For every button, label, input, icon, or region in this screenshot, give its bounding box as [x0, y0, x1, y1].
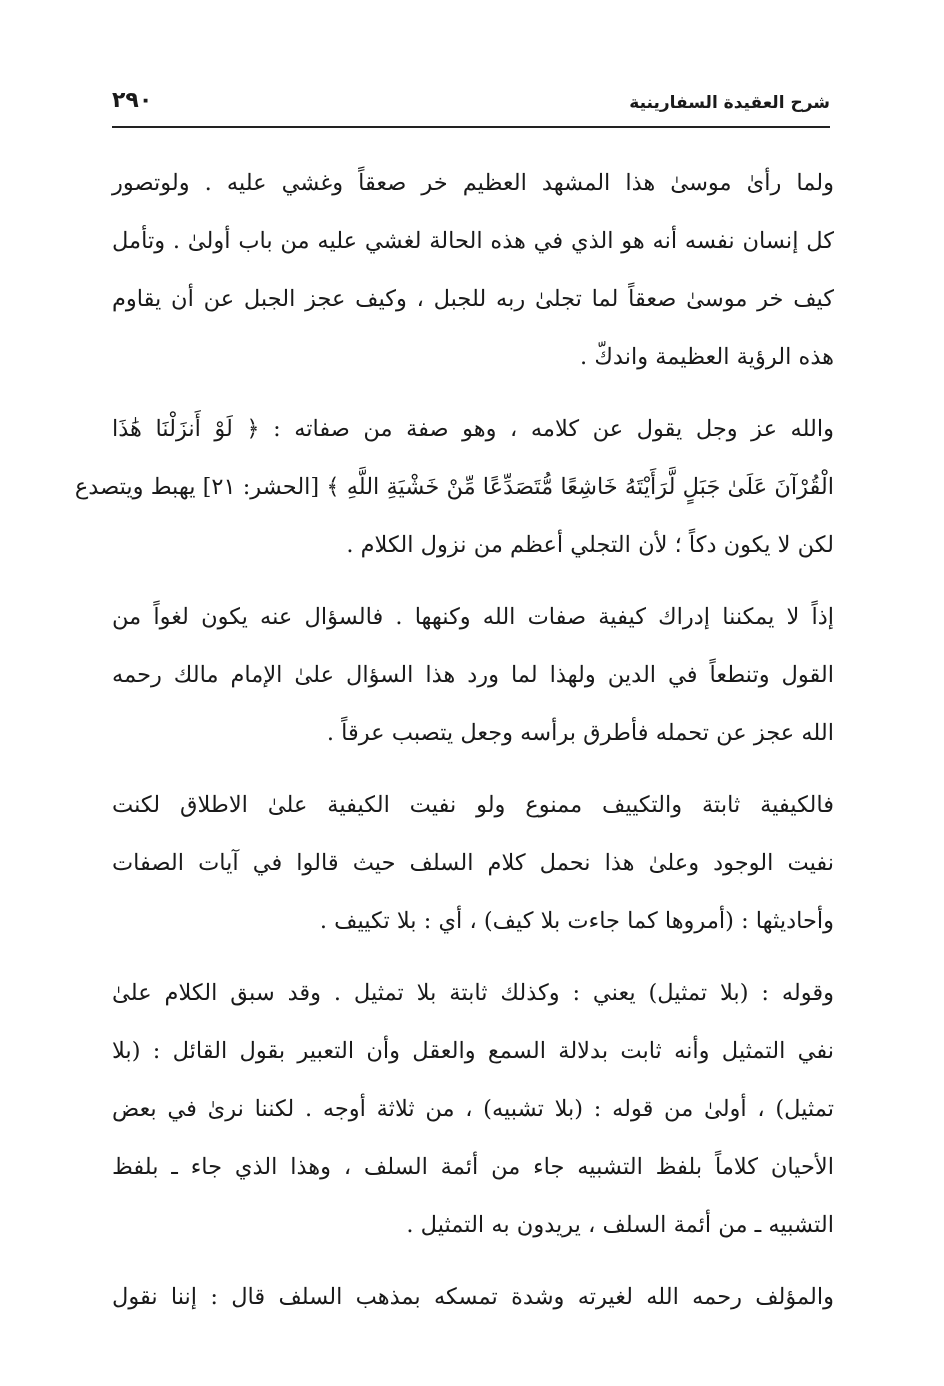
text-line: كيف خر موسىٰ صعقاً لما تجلىٰ ربه للجبل ، وكيف عجز الجبل عن أن يقاوم: [112, 286, 834, 312]
text-line: هذه الرؤية العظيمة واندكّ .: [580, 344, 834, 370]
text-line: تمثيل) ، أولىٰ من قوله : (بلا تشبيه) ، من ثلاثة أوجه . لكننا نرىٰ في بعض: [112, 1096, 834, 1122]
running-header: [112, 86, 830, 122]
paragraph-imam-malik: [112, 588, 834, 762]
text-line: وأحاديثها : (أمروها كما جاءت بلا كيف) ، أي : بلا تكييف .: [319, 908, 834, 934]
text-line: نفي التمثيل وأنه ثابت بدلالة السمع والعقل وأن التعبير بقول القائل : (بلا: [112, 1038, 834, 1064]
text-line: الله عجز عن تحمله فأطرق برأسه وجعل يتصبب عرقاً .: [326, 720, 834, 746]
text-line: والمؤلف رحمه الله لغيرته وشدة تمسكه بمذهب السلف قال : إننا نقول: [112, 1284, 834, 1310]
page-number: ٢٩٠: [112, 88, 153, 113]
paragraph-quran-verse: [74, 400, 834, 574]
text-line: فالكيفية ثابتة والتكييف ممنوع ولو نفيت الكيفية علىٰ الاطلاق لكنت: [112, 792, 834, 818]
paragraph-musa-swoon: [112, 154, 834, 386]
text-body: [74, 154, 834, 1326]
paragraph-author: [112, 1268, 834, 1326]
text-line: كل إنسان نفسه أنه هو الذي في هذه الحالة لغشي عليه من باب أولىٰ . وتأمل: [112, 228, 834, 254]
text-line: والله عز وجل يقول عن كلامه ، وهو صفة من صفاته : ﴿ لَوْ أَنزَلْنَا هَٰذَا: [112, 416, 834, 442]
text-line: الْقُرْآنَ عَلَىٰ جَبَلٍ لَّرَأَيْتَهُ خَاشِعًا مُّتَصَدِّعًا مِّنْ خَشْيَةِ اللَّهِ ﴾ [الحشر: ٢١] يهبط ويتصدع: [74, 474, 834, 500]
text-line: الأحيان كلاماً بلفظ التشبيه جاء من أئمة السلف ، وهذا الذي جاء ـ بلفظ: [112, 1154, 834, 1180]
text-line: التشبيه ـ من أئمة السلف ، يريدون به التمثيل .: [406, 1212, 834, 1238]
text-line: لكن لا يكون دكاً ؛ لأن التجلي أعظم من نزول الكلام .: [346, 532, 834, 558]
text-line: القول وتنطعاً في الدين ولهذا لما ورد هذا السؤال علىٰ الإمام مالك رحمه: [112, 662, 834, 688]
paragraph-kayfiyya: [112, 776, 834, 950]
header-rule: [112, 126, 830, 128]
text-line: نفيت الوجود وعلىٰ هذا نحمل كلام السلف حيث قالوا في آيات الصفات: [112, 850, 834, 876]
text-line: إذاً لا يمكننا إدراك كيفية صفات الله وكنهها . فالسؤال عنه يكون لغواً من: [112, 604, 834, 630]
running-title: شرح العقيدة السفارينية: [629, 93, 830, 113]
paragraph-tamthil: [112, 964, 834, 1254]
text-line: ولما رأىٰ موسىٰ هذا المشهد العظيم خر صعقاً وغشي عليه . ولوتصور: [112, 170, 834, 196]
text-line: وقوله : (بلا تمثيل) يعني : وكذلك ثابتة بلا تمثيل . وقد سبق الكلام علىٰ: [112, 980, 834, 1006]
